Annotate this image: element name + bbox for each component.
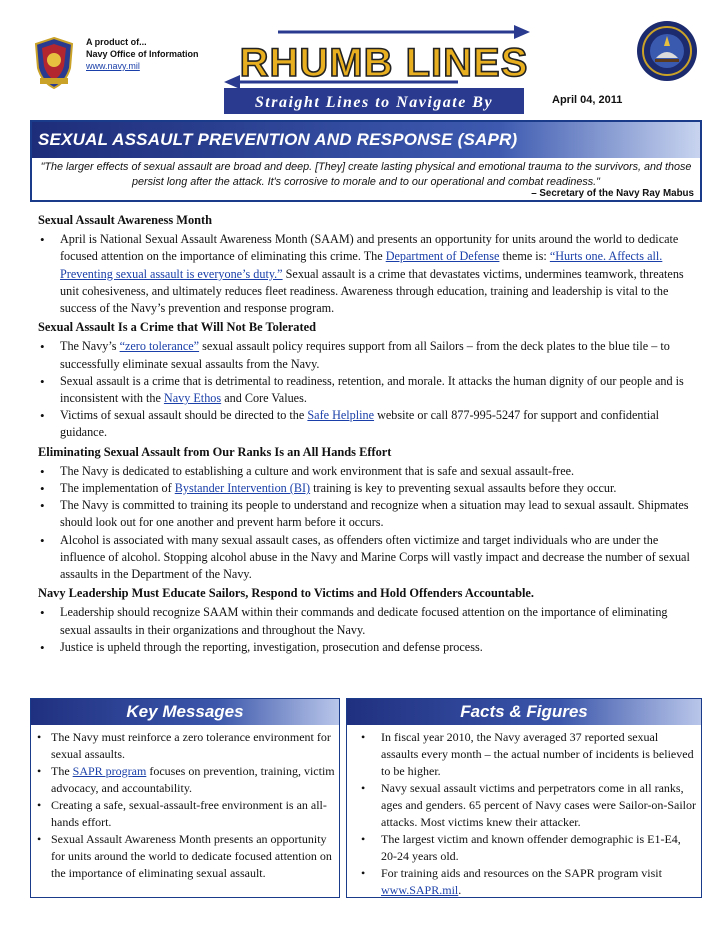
list-item	[38, 373, 698, 407]
list-item: • Creating a safe, sexual-assault-free environment is an all-hands effort.	[37, 797, 335, 831]
item-text: Victims of sexual assault should be directed to the	[60, 408, 308, 423]
list-item	[38, 480, 698, 497]
item-text: April is National Sexual Assault Awareness Month (SAAM) and presents an opportunity for units around the world to dedicate focused attention on the importance of eliminating this crime. The	[60, 232, 679, 264]
item-text: website or call 877-995-5247 for support and confidential guidance.	[60, 408, 660, 440]
producer-block	[86, 36, 199, 72]
list-item: • Justice is upheld through the reporting, investigation, prosecution and defense process.	[38, 639, 698, 656]
item-text: The Navy’s	[60, 339, 120, 354]
producer-line-1: A product of...	[86, 37, 147, 47]
item-text: sexual assault policy requires support from all Sailors – from the deck plates to the blue tile – to successfully eliminate sexual assaults from the Navy.	[60, 339, 670, 371]
banner-arrow-top-icon	[278, 25, 530, 39]
safe-helpline-link[interactable]: Safe Helpline	[307, 408, 375, 423]
list-item	[38, 338, 698, 372]
facts-figures-box	[346, 698, 702, 898]
key-messages-list	[37, 729, 335, 882]
list-item	[361, 865, 697, 899]
article-body	[38, 212, 698, 658]
producer-line-2: Navy Office of Information	[86, 49, 199, 59]
item-text: .	[458, 883, 462, 897]
item-text: training is key to preventing sexual assaults before they occur.	[310, 481, 617, 496]
item-text: theme is:	[499, 249, 550, 264]
item-text: Sexual assault is a crime that is detrimental to readiness, retention, and morale. It attacks the human dignity of our people and is inconsistent with the	[60, 373, 684, 406]
item-text: The implementation of	[60, 481, 175, 496]
list-item: • In fiscal year 2010, the Navy averaged 37 reported sexual assaults every month – the actual number of incidents is believed to be higher.	[361, 729, 697, 780]
key-messages-header	[31, 699, 339, 725]
section-heading-all-hands: Eliminating Sexual Assault from Our Ranks Is an All Hands Effort	[38, 444, 392, 459]
sapr-mil-link[interactable]: www.SAPR.mil	[381, 883, 459, 897]
item-text: For training aids and resources on the SAPR program visit	[381, 866, 662, 880]
list-item: • Alcohol is associated with many sexual assault cases, as offenders often victimize and target individuals who are under the influence of alcohol. Stopping alcohol abuse in the Navy and Marine Corps will vastly impact and decrease the number of sexual assaults in the Department of the Navy.	[38, 532, 698, 584]
title-box	[30, 120, 702, 202]
item-text: and Core Values.	[221, 391, 307, 406]
list-item	[38, 231, 698, 317]
item-text: Sexual assault is a crime that devastates victims, undermines teamwork, threatens unit cohesiveness, and ultimately reduces fleet readiness. Awareness through education, training and leadership is vital to the success of the Navy’s prevention and response program.	[60, 266, 684, 316]
list-item: • The Navy is committed to training its people to understand and recognize when a situation may lead to sexual assault. Shipmates should look out for one another and prevent harm before it occurs.	[38, 497, 698, 531]
section-list-not-tolerated	[38, 338, 698, 441]
facts-figures-title: Facts & Figures	[460, 702, 588, 721]
secnav-quote: "The larger effects of sexual assault are broad and deep. [They] create lasting physical and emotional trauma to the survivors, and those persist long after the attack. It's corrosive to morale and to our operational and combat readiness."	[40, 161, 692, 188]
facts-figures-header	[347, 699, 701, 725]
section-list-awareness-month	[38, 231, 698, 317]
section-heading-awareness-month: Sexual Assault Awareness Month	[38, 213, 213, 227]
quote-attribution: – Secretary of the Navy Ray Mabus	[531, 188, 694, 199]
section-list-all-hands	[38, 463, 698, 583]
banner-tagline: Straight Lines to Navigate By	[254, 94, 494, 111]
banner-title: RHUMB LINES	[239, 41, 529, 85]
title-bar	[32, 122, 700, 158]
sapr-program-link[interactable]: SAPR program	[72, 764, 147, 778]
dod-link[interactable]: Department of Defense	[385, 249, 500, 264]
key-messages-title: Key Messages	[126, 702, 244, 721]
list-item: • The Navy must reinforce a zero tolerance environment for sexual assaults.	[37, 729, 335, 763]
key-messages-box	[30, 698, 340, 898]
list-item	[38, 407, 698, 441]
list-item: • The Navy is dedicated to establishing a culture and work environment that is safe and sexual assault-free.	[38, 463, 698, 480]
section-heading-leadership: Navy Leadership Must Educate Sailors, Respond to Victims and Hold Offenders Accountable.	[38, 586, 534, 601]
list-item: • Navy sexual assault victims and perpetrators come in all ranks, ages and genders. 65 percent of Navy cases were Sailor-on-Sailor attacks. Most victims knew their attacker.	[361, 780, 697, 831]
producer-link[interactable]: www.navy.mil	[86, 61, 140, 71]
zero-tolerance-link[interactable]: “zero tolerance”	[119, 339, 200, 354]
rhumb-lines-banner	[218, 22, 536, 116]
theme-link[interactable]: “Hurts one. Affects all. Preventing sexual assault is everyone’s duty.”	[60, 249, 663, 281]
list-item	[37, 763, 335, 797]
bystander-intervention-link[interactable]: Bystander Intervention (BI)	[174, 481, 311, 496]
section-heading-not-tolerated: Sexual Assault Is a Crime that Will Not Be Tolerated	[38, 320, 317, 335]
navy-ethos-link[interactable]: Navy Ethos	[163, 391, 222, 406]
facts-figures-list	[361, 729, 697, 899]
item-text: The	[51, 764, 73, 778]
list-item: • The largest victim and known offender demographic is E1-E4, 20-24 years old.	[361, 831, 697, 865]
item-text: focuses on prevention, training, victim advocacy, and accountability.	[51, 764, 335, 795]
section-list-leadership	[38, 604, 698, 656]
issue-date: April 04, 2011	[552, 94, 623, 106]
navy-office-crest-icon	[30, 34, 78, 90]
list-item: • Leadership should recognize SAAM within their commands and dedicate focused attention on the importance of eliminating sexual assaults in their organizations and throughout the Navy.	[38, 604, 698, 638]
list-item: • Sexual Assault Awareness Month presents an opportunity for units around the world to dedicate focused attention on the importance of eliminating sexual assault.	[37, 831, 335, 882]
department-of-navy-seal-icon	[636, 20, 698, 82]
page-header	[0, 0, 728, 120]
page-title: SEXUAL ASSAULT PREVENTION AND RESPONSE (SAPR)	[38, 130, 518, 149]
